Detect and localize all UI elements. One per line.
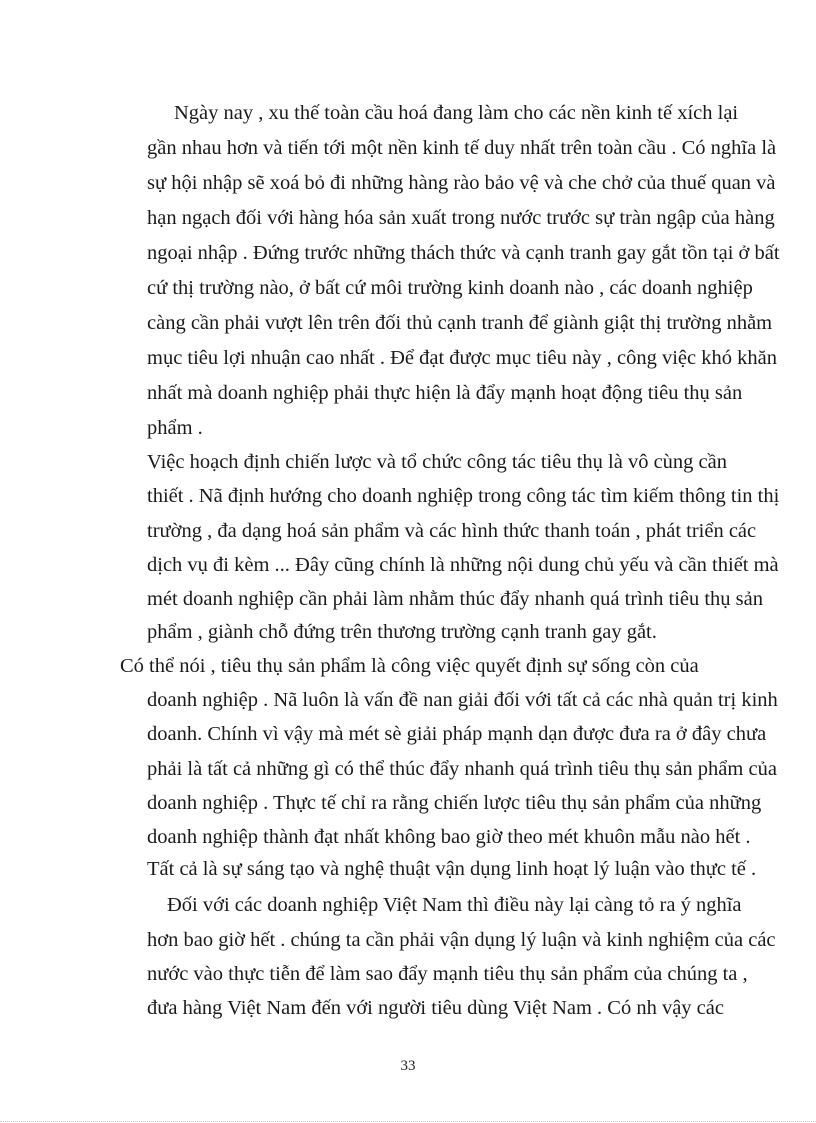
paragraph-2-line-4: dịch vụ đi kèm ... Đây cũng chính là những nội dung chủ yếu và cần thiết mà — [147, 554, 779, 576]
paragraph-1-line-5: ngoại nhập . Đứng trước những thách thức và cạnh tranh gay gắt tồn tại ở bất — [147, 242, 780, 264]
paragraph-1-line-4: hạn ngạch đối với hàng hóa sản xuất trong nước trước sự tràn ngập của hàng — [147, 207, 775, 229]
paragraph-4-line-4: đưa hàng Việt Nam đến với người tiêu dùng Việt Nam . Có nh vậy các — [147, 997, 724, 1019]
paragraph-3-line-4: phải là tất cả những gì có thể thúc đẩy nhanh quá trình tiêu thụ sản phẩm của — [147, 758, 777, 780]
paragraph-1-line-9: nhất mà doanh nghiệp phải thực hiện là đẩy mạnh hoạt động tiêu thụ sản — [147, 382, 743, 404]
paragraph-2-line-3: trường , đa dạng hoá sản phẩm và các hình thức thanh toán , phát triển các — [147, 520, 757, 542]
paragraph-3-line-3: doanh. Chính vì vậy mà mét sè giải pháp mạnh dạn được đưa ra ở đây chưa — [147, 723, 767, 745]
paragraph-1-line-8: mục tiêu lợi nhuận cao nhất . Để đạt được mục tiêu này , công việc khó khăn — [147, 347, 777, 369]
paragraph-1-line-10: phẩm . — [147, 417, 203, 439]
paragraph-3-line-6: doanh nghiệp thành đạt nhất không bao giờ theo mét khuôn mẫu nào hết . — [147, 826, 751, 848]
paragraph-1-line-6: cứ thị trường nào, ở bất cứ môi trường kinh doanh nào , các doanh nghiệp — [147, 277, 753, 299]
paragraph-4-line-2: hơn bao giờ hết . chúng ta cần phải vận dụng lý luận và kinh nghiệm của các — [147, 929, 776, 951]
paragraph-2-line-5: mét doanh nghiệp cần phải làm nhằm thúc đẩy nhanh quá trình tiêu thụ sản — [147, 588, 763, 610]
paragraph-3-line-1: Có thể nói , tiêu thụ sản phẩm là công việc quyết định sự sống còn của — [120, 655, 699, 677]
paragraph-2-line-1: Việc hoạch định chiến lược và tổ chức công tác tiêu thụ là vô cùng cần — [147, 451, 727, 473]
paragraph-2-line-2: thiết . Nã định hướng cho doanh nghiệp trong công tác tìm kiếm thông tin thị — [147, 485, 780, 507]
paragraph-3-line-5: doanh nghiệp . Thực tế chỉ ra rằng chiến lược tiêu thụ sản phẩm của những — [147, 792, 762, 814]
paragraph-4-line-3: nước vào thực tiễn để làm sao đẩy mạnh tiêu thụ sản phẩm của chúng ta , — [147, 963, 748, 985]
paragraph-2-line-6: phẩm , giành chỗ đứng trên thương trường cạnh tranh gay gắt. — [147, 621, 657, 643]
page-bottom-divider — [0, 1121, 816, 1122]
paragraph-3-line-7: Tất cả là sự sáng tạo và nghệ thuật vận dụng linh hoạt lý luận vào thực tế . — [147, 858, 757, 880]
paragraph-1-line-2: gần nhau hơn và tiến tới một nền kinh tế duy nhất trên toàn cầu . Có nghĩa là — [147, 137, 777, 159]
paragraph-1-line-3: sự hội nhập sẽ xoá bỏ đi những hàng rào bảo vệ và che chở của thuế quan và — [147, 172, 776, 194]
paragraph-1-line-1: Ngày nay , xu thế toàn cầu hoá đang làm cho các nền kinh tế xích lại — [174, 102, 739, 124]
paragraph-1-line-7: càng cần phải vượt lên trên đối thủ cạnh tranh để giành giật thị trường nhằm — [147, 312, 773, 334]
page-number: 33 — [400, 1058, 416, 1074]
paragraph-4-line-1: Đối với các doanh nghiệp Việt Nam thì điều này lại càng tỏ ra ý nghĩa — [167, 894, 742, 916]
paragraph-3-line-2: doanh nghiệp . Nã luôn là vấn đề nan giải đối với tất cả các nhà quản trị kinh — [147, 689, 778, 711]
